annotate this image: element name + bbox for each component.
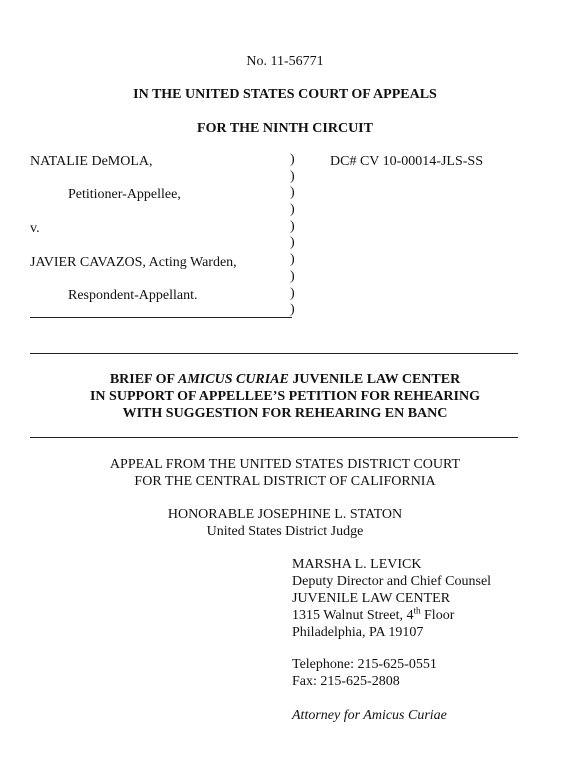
circuit-name: FOR THE NINTH CIRCUIT [197, 121, 373, 136]
caption-underline [30, 317, 292, 318]
counsel-address [292, 607, 454, 624]
brief-title-line-2: IN SUPPORT OF APPELLEE’S PETITION FOR REHEARING [89, 389, 480, 404]
brief-title-line-3: WITH SUGGESTION FOR REHEARING EN BANC [122, 406, 448, 421]
petitioner-role: Petitioner-Appellee, [68, 187, 181, 202]
respondent-name: JAVIER CAVAZOS, Acting Warden, [30, 255, 237, 270]
paren: ) [290, 302, 295, 318]
judge-title: United States District Judge [206, 524, 364, 539]
counsel-city: Philadelphia, PA 19107 [292, 625, 424, 640]
brief-title-amicus: AMICUS CURIAE [178, 372, 289, 387]
counsel-org: JUVENILE LAW CENTER [292, 591, 451, 606]
title-rule-bottom [30, 437, 518, 438]
caption-paren-column [290, 152, 300, 319]
paren: ) [290, 268, 295, 284]
judge-name: HONORABLE JOSEPHINE L. STATON [167, 507, 403, 522]
paren: ) [290, 235, 295, 251]
address-ordinal: th [413, 605, 421, 616]
counsel-name: MARSHA L. LEVICK [292, 557, 422, 572]
paren: ) [290, 152, 295, 167]
petitioner-name: NATALIE DeMOLA, [30, 154, 153, 169]
counsel-fax: Fax: 215-625-2808 [292, 674, 400, 689]
address-street: 1315 Walnut Street, 4 [292, 608, 414, 623]
district-case-number: DC# CV 10-00014-JLS-SS [330, 154, 483, 169]
counsel-title: Deputy Director and Chief Counsel [292, 574, 492, 589]
paren: ) [290, 202, 295, 218]
versus-label: v. [30, 221, 40, 236]
brief-title-prefix: BRIEF OF [109, 372, 179, 387]
case-number: No. 11-56771 [246, 54, 324, 69]
court-name: IN THE UNITED STATES COURT OF APPEALS [133, 87, 437, 102]
address-floor: Floor [420, 608, 455, 623]
paren: ) [290, 185, 295, 201]
brief-title [0, 371, 570, 422]
respondent-role: Respondent-Appellant. [68, 288, 198, 303]
attorney-for: Attorney for Amicus Curiae [292, 708, 447, 723]
paren: ) [290, 285, 295, 301]
counsel-telephone: Telephone: 215-625-0551 [292, 657, 437, 672]
appeal-line-1: APPEAL FROM THE UNITED STATES DISTRICT COURT [109, 457, 461, 472]
brief-title-suffix: JUVENILE LAW CENTER [288, 372, 461, 387]
appeal-line-2: FOR THE CENTRAL DISTRICT OF CALIFORNIA [134, 474, 436, 489]
paren: ) [290, 252, 295, 268]
paren: ) [290, 218, 295, 234]
title-rule-top [30, 353, 518, 354]
paren: ) [290, 168, 295, 184]
brief-title-line-1 [0, 371, 570, 388]
